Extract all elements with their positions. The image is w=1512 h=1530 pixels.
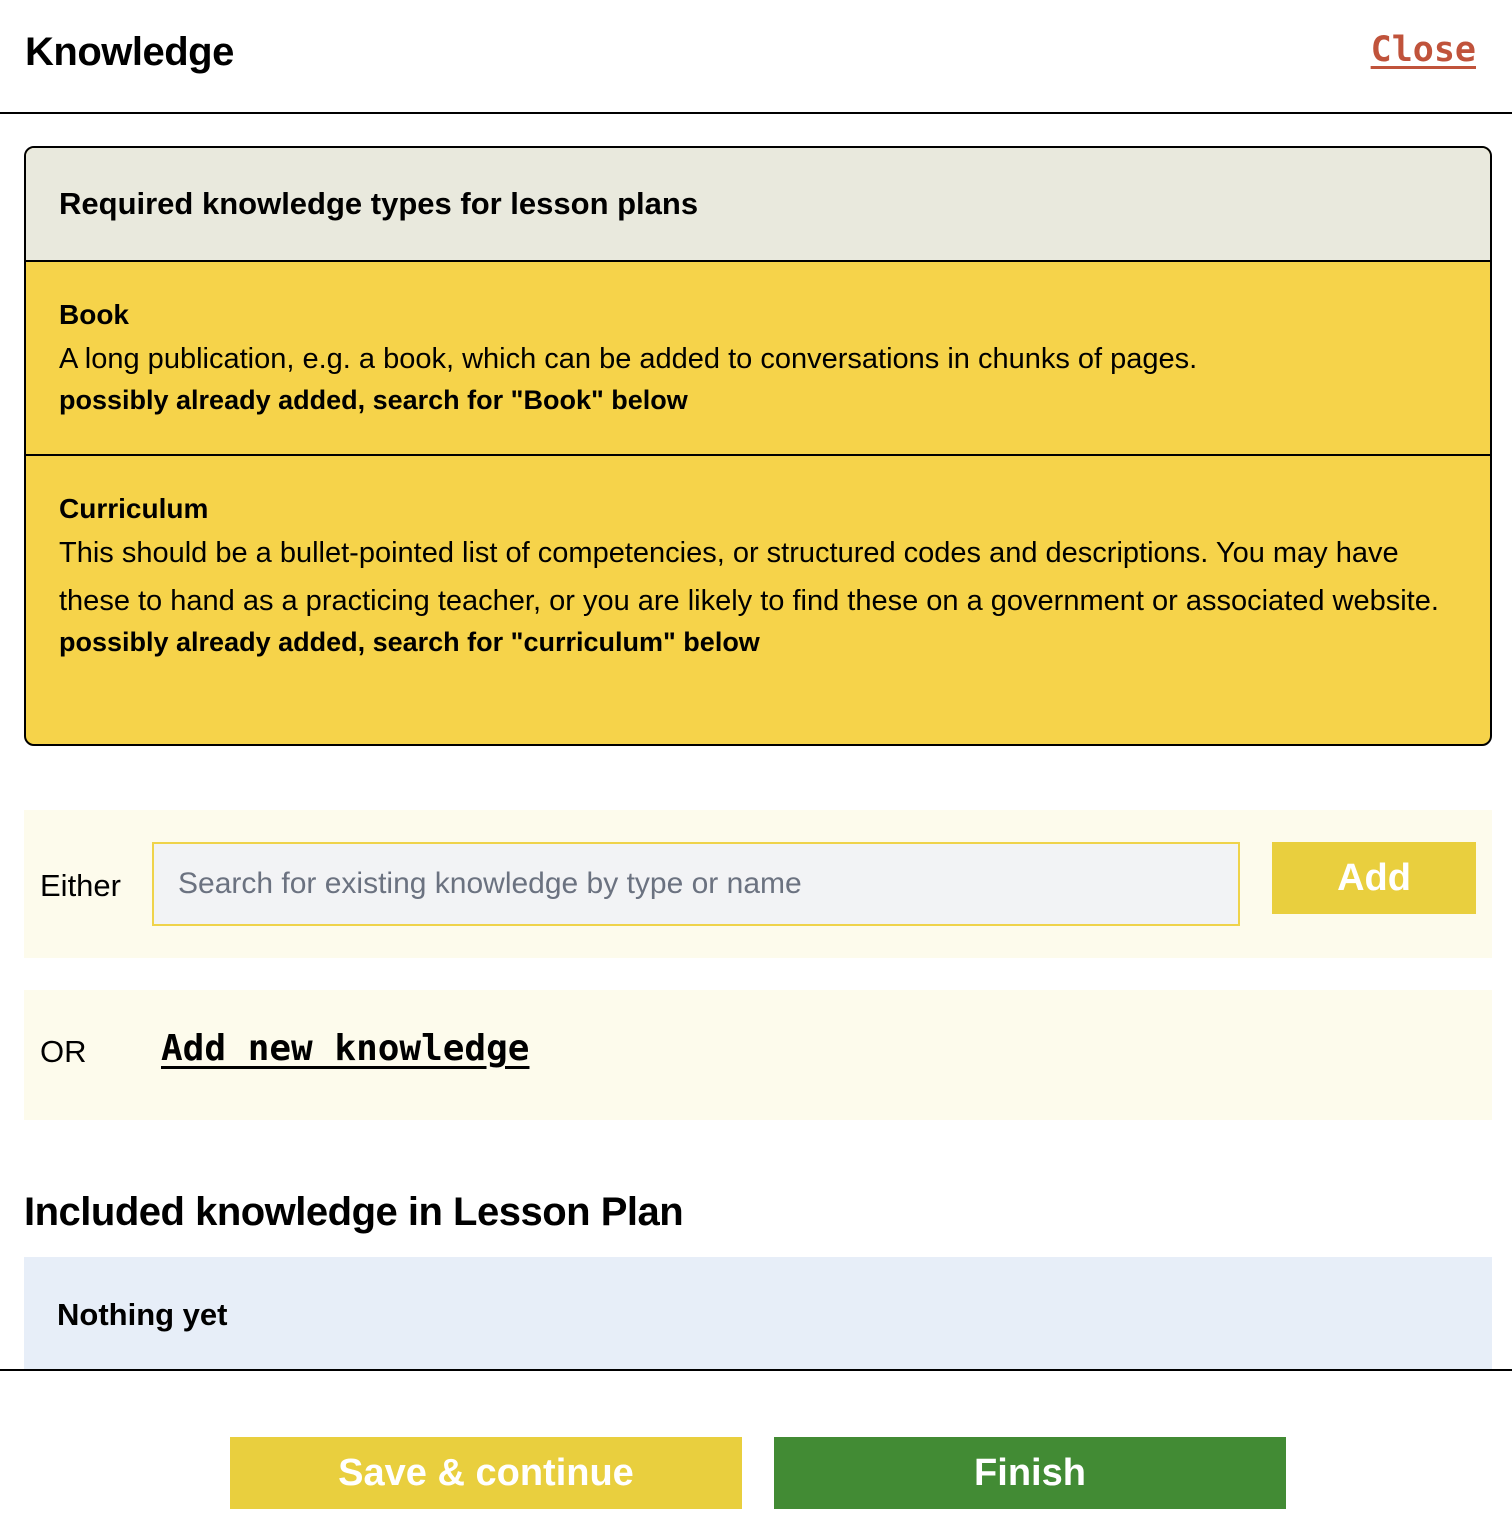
- required-item-description: This should be a bullet-pointed list of competencies, or structured codes and descriptions. You may have these to hand as a practicing teacher, or you are likely to find these on a government or associated website.: [59, 537, 1439, 617]
- add-new-knowledge-row: [24, 990, 1492, 1120]
- search-knowledge-row: [24, 810, 1492, 958]
- finish-button[interactable]: Finish: [774, 1437, 1286, 1509]
- required-item-hint: possibly already added, search for "curriculum" below: [59, 627, 760, 657]
- required-knowledge-title: Required knowledge types for lesson plans: [26, 148, 1490, 262]
- required-item-hint: possibly already added, search for "Book" below: [59, 385, 688, 415]
- required-knowledge-panel: [24, 146, 1492, 746]
- or-label: OR: [40, 1034, 87, 1069]
- modal-header: [0, 0, 1512, 114]
- add-button[interactable]: Add: [1272, 842, 1476, 914]
- save-continue-button[interactable]: Save & continue: [230, 1437, 742, 1509]
- required-item-book: [26, 262, 1490, 456]
- required-item-name: Curriculum: [59, 493, 209, 524]
- required-item-description: A long publication, e.g. a book, which can be added to conversations in chunks of pages.: [59, 343, 1198, 375]
- search-input[interactable]: [152, 842, 1240, 926]
- required-item-curriculum: [26, 456, 1490, 746]
- either-label: Either: [40, 868, 121, 903]
- included-knowledge-title: Included knowledge in Lesson Plan: [24, 1190, 684, 1234]
- page-title: Knowledge: [25, 30, 234, 74]
- close-link[interactable]: Close: [1370, 30, 1476, 70]
- included-knowledge-list: [24, 1257, 1492, 1370]
- empty-state-text: Nothing yet: [57, 1297, 228, 1332]
- modal-footer: [0, 1369, 1512, 1530]
- add-new-knowledge-link[interactable]: Add new knowledge: [161, 1028, 530, 1069]
- required-item-name: Book: [59, 299, 129, 330]
